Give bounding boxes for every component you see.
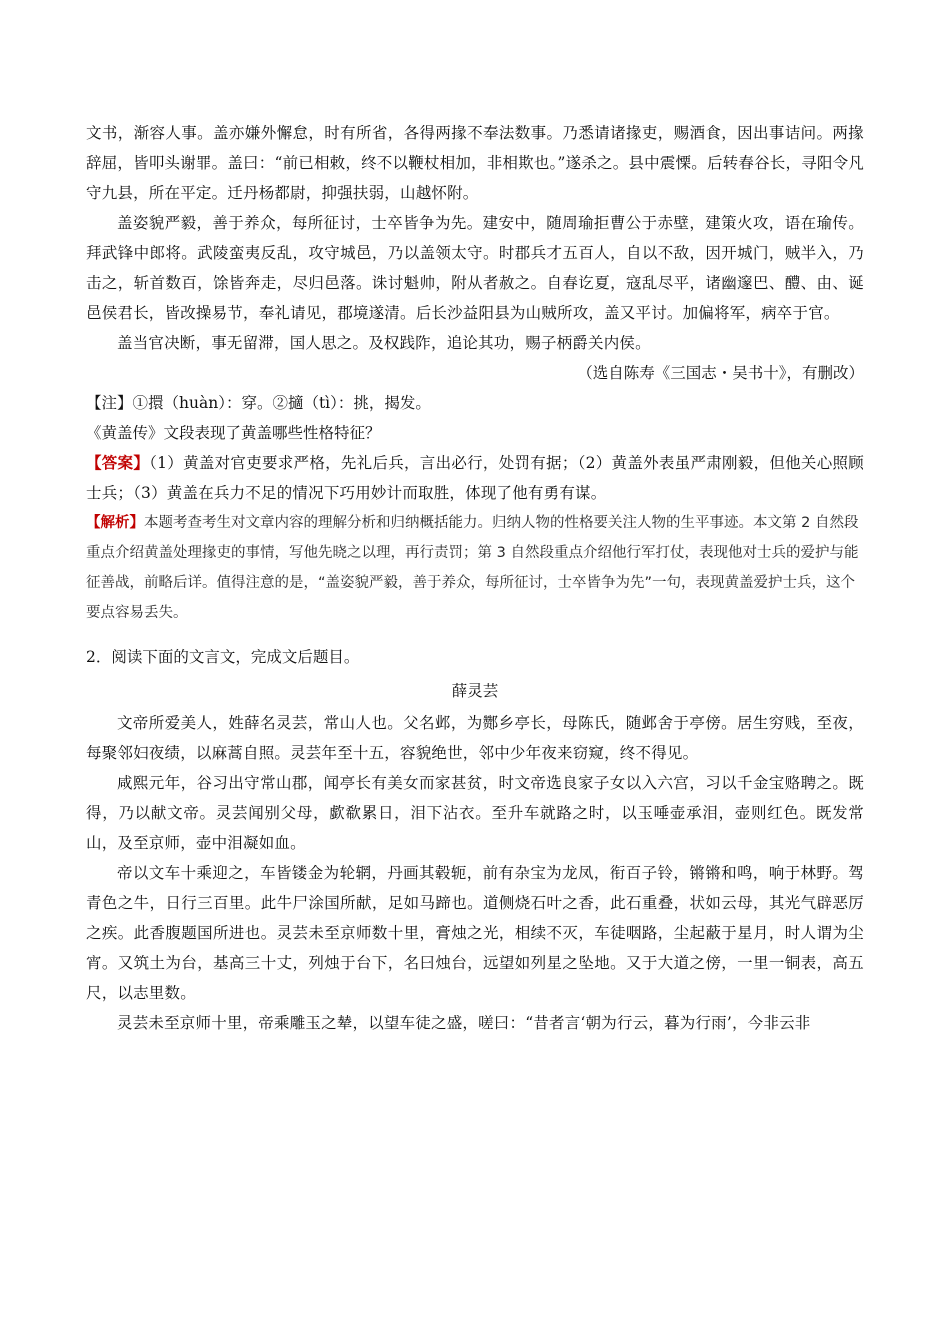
note-text: ①擐（huàn）：穿。②擿（tì）：挑，揭发。 (132, 394, 431, 412)
analysis-block (86, 508, 864, 628)
annotation-note (86, 388, 864, 418)
answer-label: 【答案】 (86, 453, 150, 472)
source-citation: （选自陈寿《三国志・吴书十》，有删改） (577, 364, 864, 382)
passage1-paragraph-3: 盖当官决断，事无留滞，国人思之。及权践阼，追论其功，赐子柄爵关内侯。 (117, 334, 651, 352)
passage2-paragraph-4: 灵芸未至京师十里，帝乘雕玉之辇，以望车徒之盛，嗟曰：“昔者言‘朝为行云，暮为行雨’，今非云非 (117, 1014, 811, 1032)
passage1-paragraph-2: 盖姿貌严毅，善于养众，每所征讨，士卒皆争为先。建安中，随周瑜拒曹公于赤壁，建策火攻，语在瑜传。拜武锋中郎将。武陵蛮夷反乱，攻守城邑，乃以盖领太守。时郡兵才五百人，自以不敌，因开城门，贼半入，乃击之，斩首数百，馀皆奔走，尽归邑落。诛讨魁帅，附从者赦之。自春讫夏，寇乱尽平，诸幽邃巴、醴、由、诞邑侯君长，皆改操易节，奉礼请见，郡境遂清。后长沙益阳县为山贼所攻，盖又平讨。加偏将军，病卒于官。 (86, 214, 864, 322)
analysis-text: 本题考查考生对文章内容的理解分析和归纳概括能力。归纳人物的性格要关注人物的生平事迹。本文第 2 自然段重点介绍黄盖处理掾吏的事情，写他先晓之以理，再行责罚；第 3 自然段重点介绍他行军打仗，表现他对士兵的爱护与能征善战，前略后详。值得注意的是，“盖姿貌严毅，善于养众，每所征讨，士卒皆争为先”一句，表现黄盖爱护士兵，这个要点容易丢失。 (86, 515, 859, 621)
passage2-paragraph-1: 文帝所爱美人，姓薛名灵芸，常山人也。父名邺，为酂乡亭长，母陈氏，随邺舍于亭傍。居生穷贱，至夜，每聚邻妇夜绩，以麻蒿自照。灵芸年至十五，容貌绝世，邻中少年夜来窃窥，终不得见。 (86, 714, 864, 762)
passage2-paragraph-2: 咸熙元年，谷习出守常山郡，闻亭长有美女而家甚贫，时文帝选良家子女以入六宫，习以千金宝赂聘之。既得，乃以献文帝。灵芸闻别父母，歔欷累日，泪下沾衣。至升车就路之时，以玉唾壶承泪，壶则红色。既发常山，及至京师，壶中泪凝如血。 (86, 774, 864, 852)
question2-heading: 2．阅读下面的文言文，完成文后题目。 (86, 648, 360, 666)
analysis-label: 【解析】 (86, 515, 144, 531)
note-label: 【注】 (86, 394, 133, 412)
answer-text: （1）黄盖对官吏要求严格，先礼后兵，言出必行，处罚有据；（2）黄盖外表虽严肃刚毅，但他关心照顾士兵；（3）黄盖在兵力不足的情况下巧用妙计而取胜，体现了他有勇有谋。 (86, 454, 864, 502)
question-text: 《黄盖传》文段表现了黄盖哪些性格特征？ (86, 424, 381, 442)
passage1-paragraph-1: 文书，渐容人事。盖亦嫌外懈怠，时有所省，各得两掾不奉法数事。乃悉请诸掾吏，赐酒食，因出事诘问。两掾辞屈，皆叩头谢罪。盖曰：“前已相敕，终不以鞭杖相加，非相欺也。”遂杀之。县中震慄。后转春谷长，寻阳令凡守九县，所在平定。迁丹杨都尉，抑强扶弱，山越怀附。 (86, 124, 864, 202)
document-page (86, 118, 864, 1038)
passage2-paragraph-3: 帝以文车十乘迎之，车皆镂金为轮辋，丹画其毂轭，前有杂宝为龙凤，衔百子铃，锵锵和鸣，响于林野。驾青色之牛，日行三百里。此牛尸涂国所献，足如马蹄也。道侧烧石叶之香，此石重叠，状如云母，其光气辟恶厉之疾。此香腹题国所进也。灵芸未至京师数十里，膏烛之光，相续不灭，车徒咽路，尘起蔽于星月，时人谓为尘宵。又筑土为台，基高三十丈，列烛于台下，名曰烛台，远望如列星之坠地。又于大道之傍，一里一铜表，高五尺，以志里数。 (86, 864, 864, 1002)
answer-block (86, 448, 864, 508)
passage2-title: 薛灵芸 (451, 682, 499, 700)
